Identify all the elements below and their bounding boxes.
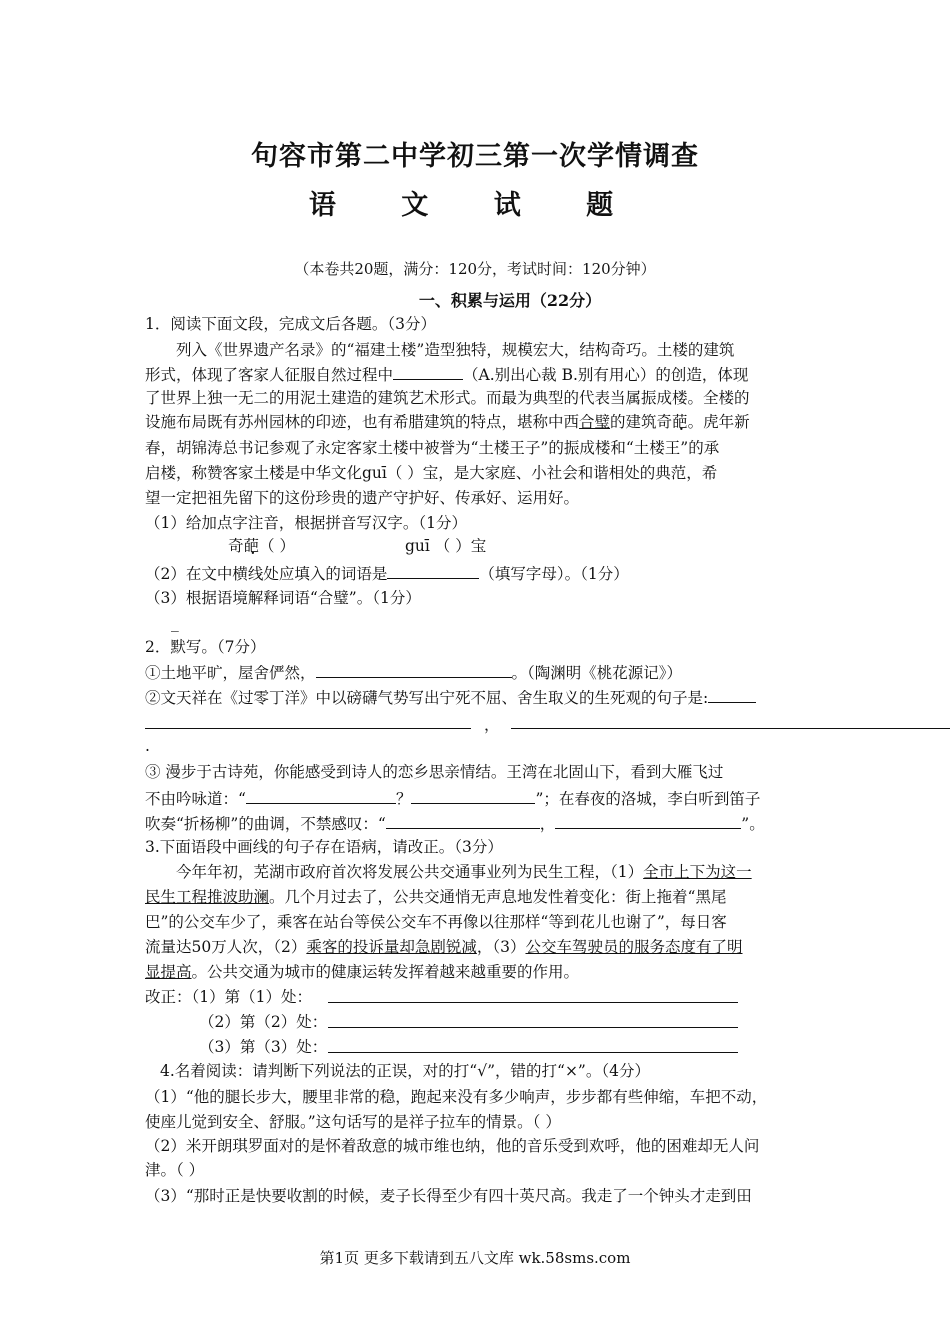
text: 形式，体现了客家人征服自然过程中	[145, 366, 394, 384]
q4-item-line: （2）米开朗琪罗面对的是怀着敌意的城市维也纳，他的音乐受到欢呼，他的困难却无人问	[145, 1137, 760, 1155]
q3-passage-line	[145, 961, 579, 983]
q2-line	[145, 686, 756, 709]
text: 设施布局既有苏州园林的印迹，也有希腊建筑的特点，堪称中西	[145, 413, 580, 431]
text: ？	[395, 790, 412, 808]
answer-blank[interactable]	[145, 728, 471, 729]
stray-mark: _	[171, 614, 179, 632]
text: 不由吟咏道：“	[145, 790, 246, 808]
q1-write-row: guī （ ）宝	[405, 537, 487, 555]
q1-subquestion: （3）根据语境解释词语“合璧”。（1分）	[145, 589, 421, 607]
q3-stem: 3.下面语段中画线的句子存在语病，请改正。（3分）	[145, 838, 503, 856]
q3-correction-row: （3）第（3）处：	[199, 1038, 328, 1056]
q3-passage-line	[145, 936, 743, 958]
underlined-sentence: 乘客的投诉量却急剧锐减	[306, 938, 477, 956]
text: 。公共交通为城市的健康运转发挥着越来越重要的作用。	[191, 963, 580, 981]
text: ”。	[741, 815, 765, 833]
q1-subquestion	[145, 562, 629, 585]
q2-line: ③ 漫步于古诗苑，你能感受到诗人的恋乡思亲情结。王湾在北固山下，看到大雁飞过	[145, 763, 724, 781]
q1-stem: 1．阅读下面文段，完成文后各题。（3分）	[145, 315, 436, 333]
q1-passage-line	[145, 363, 748, 386]
text: 。几个月过去了，公共交通悄无声息地发性着变化：街上拖着“黑尾	[269, 888, 727, 906]
q3-passage-line	[145, 886, 726, 908]
text: 。（陶渊明《桃花源记》）	[511, 664, 683, 682]
answer-blank[interactable]	[511, 728, 950, 729]
underlined-sentence: 民生工程推波助澜	[145, 888, 270, 906]
text: 流量达50万人次，（2）	[145, 938, 307, 956]
underlined-sentence: 公交车驾驶员的服务态度有了明	[525, 938, 743, 956]
period: .	[145, 737, 150, 755]
q3-passage-line: 巴”的公交车少了，乘客在站台等侯公交车不再像以往那样“等到花儿也谢了”，每日客	[145, 913, 727, 931]
text: ，	[539, 815, 556, 833]
answer-blank[interactable]	[708, 686, 756, 703]
q1-passage-line: 启楼，称赞客家土楼是中华文化guī（ ）宝，是大家庭、小社会和谐相处的典范，希	[145, 464, 718, 482]
q4-item-line: （1）“他的腿长步大，腰里非常的稳，跑起来没有多少响声，步步都有些伸缩，车把不动，	[145, 1088, 768, 1106]
page-footer: 第1页 更多下载请到五八文库 wk.58sms.com	[319, 1249, 631, 1267]
q2-line	[145, 812, 765, 835]
q4-item-line: 使座儿觉到安全、舒服。”这句话写的是祥子拉车的情景。（ ）	[145, 1113, 561, 1131]
answer-line[interactable]	[328, 1002, 738, 1003]
answer-blank[interactable]	[555, 812, 741, 829]
document-subtitle: 语 文 试 题	[308, 190, 642, 221]
text: 。虎年新	[687, 413, 750, 431]
text: 的建筑奇	[610, 413, 673, 431]
q1-passage-line: 春，胡锦涛总书记参观了永定客家土楼中被誉为“土楼王子”的振成楼和“土楼王”的承	[145, 439, 720, 457]
q1-passage-line: 列入《世界遗产名录》的“福建土楼”造型独特，规模宏大，结构奇巧。土楼的建筑	[176, 341, 735, 359]
answer-paren: （ ）	[259, 537, 295, 555]
underlined-sentence: 全市上下为这一	[643, 863, 752, 881]
text: ，（3）	[476, 938, 526, 956]
text: 今年年初，芜湖市政府首次将发展公共交通事业列为民生工程，（1）	[176, 863, 644, 881]
q3-correction-row: 改正：（1）第（1）处：	[145, 988, 312, 1006]
text: （A.别出心裁 B.别有用心）的创造，体现	[463, 366, 749, 384]
text: ①土地平旷，屋舍俨然，	[145, 664, 316, 682]
q2-line	[145, 661, 682, 684]
answer-line[interactable]	[328, 1027, 738, 1028]
q1-pinyin-row	[228, 535, 295, 557]
exam-info: （本卷共20题，满分：120分，考试时间：120分钟）	[294, 260, 656, 278]
q1-subquestion: （1）给加点字注音，根据拼音写汉字。（1分）	[145, 514, 467, 532]
q1-passage-line: 了世界上独一无二的用泥土建造的建筑艺术形式。而最为典型的代表当属振成楼。全楼的	[145, 389, 750, 407]
section-heading: 一、积累与运用（22分）	[418, 291, 602, 310]
text: 奇	[228, 537, 244, 555]
answer-blank[interactable]	[246, 787, 396, 804]
text: ”；在春夜的洛城，李白听到笛子	[535, 790, 761, 808]
answer-blank[interactable]	[411, 787, 535, 804]
text: 吹奏“折杨柳”的曲调，不禁感叹：“	[145, 815, 386, 833]
answer-blank[interactable]	[387, 562, 479, 579]
q3-correction-row: （2）第（2）处：	[199, 1013, 328, 1031]
dotted-char: 葩	[243, 537, 260, 555]
answer-blank[interactable]	[316, 661, 512, 678]
answer-blank[interactable]	[386, 812, 540, 829]
q3-passage-line	[176, 861, 752, 883]
q1-passage-line	[145, 411, 750, 433]
q4-stem: 4.名着阅读：请判断下列说法的正误，对的打“√”，错的打“×”。（4分）	[160, 1062, 650, 1080]
text: （2）在文中横线处应填入的词语是	[145, 565, 388, 583]
comma: ，	[484, 716, 500, 734]
q2-line	[145, 787, 760, 810]
text: （填写字母）。（1分）	[479, 565, 629, 583]
q4-item-line: （3）“那时正是快要收割的时候，麦子长得至少有四十英尺高。我走了一个钟头才走到田	[145, 1187, 752, 1205]
answer-line[interactable]	[328, 1052, 738, 1053]
text: ②文天祥在《过零丁洋》中以磅礴气势写出宁死不屈、舍生取义的生死观的句子是:	[145, 689, 709, 707]
underlined-word: 合璧	[579, 413, 611, 431]
dotted-char: 葩	[672, 413, 688, 431]
answer-blank[interactable]	[393, 363, 463, 380]
document-title: 句容市第二中学初三第一次学情调查	[251, 141, 699, 172]
underlined-sentence: 显提高	[145, 963, 192, 981]
q2-stem: 2．默写。（7分）	[145, 638, 266, 656]
q1-passage-line: 望一定把祖先留下的这份珍贵的遗产守护好、传承好、运用好。	[145, 489, 580, 507]
q4-item-line: 津。（ ）	[145, 1161, 205, 1179]
